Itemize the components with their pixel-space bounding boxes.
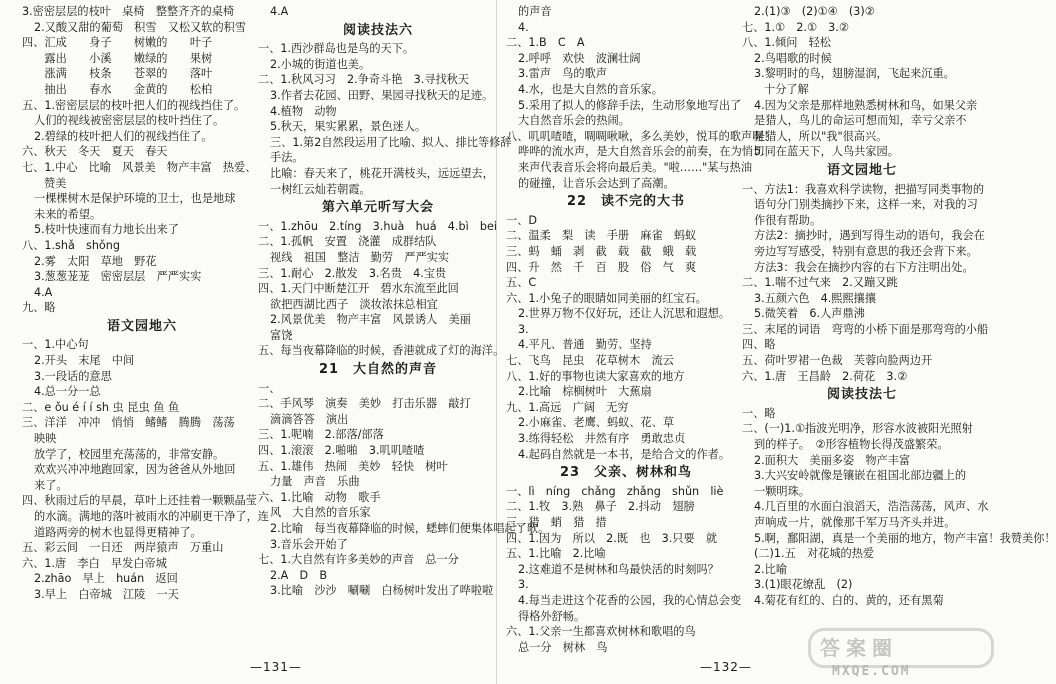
answer-line: 的水滴。满地的落叶被雨水的冲刷更干净了，连 (34, 510, 269, 523)
answer-line: 2.比喻 (754, 562, 855, 576)
answer-line: 三、末尾的词语 弯弯的小桥下面是那弯弯的小船 (742, 322, 989, 336)
answer-line: 作很有帮助。 (754, 213, 822, 227)
answer-line: 二、e ǒu é í í sh 虫 昆虫 鱼 鱼 (22, 400, 180, 414)
answer-line: 六、1.唐 李白 早发白帝城 (22, 556, 167, 570)
answer-line: 2.比喻 棕榈树叶 大蕉扇 (518, 385, 652, 399)
answer-line: 2.小麻雀、老鹰、蚂蚁、花、草 (518, 416, 675, 430)
answer-line: 五、每当夜幕降临的时候，香港就成了灯的海洋。 (258, 344, 505, 358)
answer-line: 一、略 (742, 406, 776, 420)
answer-line: 抽出 春水 金黄的 松柏 (22, 82, 213, 96)
watermark (802, 628, 992, 680)
answer-line: 3.比喻 沙沙 唰唰 白杨树叶发出了哗啦啦 (270, 584, 494, 598)
answer-line: 旁边写写感受，特别有意思的我还会背下来。 (754, 244, 978, 258)
answer-line: 八、1.shǎ shǒng (22, 238, 120, 252)
answer-line: 风 大自然的音乐家 (270, 506, 371, 520)
page-number-right: —132— (700, 660, 752, 674)
answer-line: 4.A (270, 5, 289, 18)
answer-line: 一、D (506, 213, 537, 227)
answer-line: 语句分门别类摘抄下来，这样一来，对我的习 (754, 198, 978, 212)
answer-line: 比喻：春天来了，桃花开满枝头，远远望去， (270, 166, 494, 180)
answer-line: 二、(一)1.①指波光明净，形容水波被阳光照射 (742, 422, 973, 436)
answer-line: 二、1.牧 3.熟 鼻子 2.抖动 翅膀 (506, 500, 695, 514)
answer-line: 5.微笑着 6.人声鼎沸 (754, 307, 865, 321)
answer-line: 三、1.呢喃 2.部落/部落 (258, 428, 384, 442)
answer-line: 三、洋洋 冲冲 悄悄 鳍鳍 腾腾 荡荡 (22, 416, 235, 430)
answer-line: 七、1.中心 比喻 风景美 物产丰富 热爱、 (22, 160, 257, 174)
answer-line: 七、飞鸟 昆虫 花草树木 流云 (506, 354, 674, 368)
answer-line: 富饶 (270, 328, 293, 342)
answer-line: 十分了解 (764, 82, 809, 96)
answer-line: 一棵棵树木是保护环境的卫士，也是地球 (34, 192, 236, 206)
answer-line: 4. (518, 20, 596, 34)
answer-line: 露出 小溪 嫩绿的 果树 (22, 51, 213, 65)
answer-line: 3.音乐会开始了 (270, 537, 348, 551)
answer-line: 五、彩云间 一日还 两岸猿声 万重山 (22, 541, 224, 555)
answer-line: 未来的希望。 (34, 207, 102, 221)
answer-line: 六、1.唐 王昌龄 2.荷花 3.② (742, 369, 908, 383)
answer-line: 2.又酸又甜的葡萄 积雪 又松又软的积雪 (34, 20, 247, 34)
page-number-left: —131— (250, 660, 302, 674)
answer-line: 2.比喻 每当夜幕降临的时候，蟋蟀们便集体唱起了歌。 (270, 522, 550, 535)
answer-line: 4.因为父亲是那样地熟悉树林和鸟，如果父亲 (754, 98, 978, 112)
column-4 (742, 4, 1056, 652)
answer-line: 六、1.比喻 动物 歌手 (258, 490, 381, 504)
answer-line: 3.早上 白帝城 江陵 一天 (34, 587, 179, 601)
answer-line: 2.碧绿的枝叶把人们的视线挡住了。 (34, 129, 213, 143)
answer-line: 到的样子。 ②形容植物长得茂盛繁荣。 (754, 438, 949, 452)
answer-line: 九、1.高远 广阔 无穷 (506, 400, 629, 414)
answer-line: 四、升 然 千 百 股 俗 气 爽 (506, 260, 697, 274)
answer-line: 2.开头 末尾 中间 (34, 354, 135, 368)
answer-line: 是猎人，鸟儿的命运可想而知，幸亏父亲不 (754, 114, 967, 128)
answer-line: 4.每当走进这个花香的公园，我的心情总会变 (518, 593, 742, 607)
answer-line: 哗哗的流水声，是大自然音乐会的前奏，在为悄切 (518, 145, 765, 159)
answer-line: 三、猎 蛸 猎 措 (506, 516, 607, 529)
answer-line: 三、1.第2自然段运用了比喻、拟人、排比等修辞 (270, 135, 512, 149)
answer-line: 五、1.比喻 2.比喻 (506, 547, 606, 561)
answer-line: 是猎人，所以"我"很高兴。 (754, 129, 888, 143)
answer-line: 一、lì níng chǎng zhǎng shǔn liè (506, 484, 724, 498)
answer-line: 5.采用了拟人的修辞手法，生动形象地写出了 (518, 98, 742, 112)
answer-line: 2.A D B (270, 568, 327, 582)
answer-line: 声响成一片，就像那千军万马齐头并进。 (754, 516, 956, 529)
answer-line: 3.(1)眼花缭乱 (2) (754, 578, 853, 592)
watermark-text: 答案圈 (820, 636, 898, 660)
section-heading: 阅读技法六 (342, 22, 413, 38)
answer-line: 七、1.大自然有许多美妙的声音 总一分 (258, 553, 459, 567)
answer-line: 3.一段话的意思 (34, 369, 112, 383)
answer-line: 六、秋天 冬天 夏天 春天 (22, 145, 168, 159)
answer-line: 一、1.zhōu 2.tíng 3.huà huá 4.bì bei (258, 219, 497, 233)
answer-line: 3.黎明时的鸟，翅膀湿润，飞起来沉重。 (754, 67, 955, 81)
answer-line: 5.秋天，果实累累，景色迷人。 (270, 120, 427, 134)
answer-line: 一、方法1：我喜欢科学读物，把描写同类事物的 (742, 182, 985, 196)
section-heading: 阅读技法七 (826, 387, 897, 403)
answer-line: 四、1.因为 所以 2.既 也 3.只要 就 (506, 531, 718, 545)
answer-line: 手法。 (270, 151, 304, 165)
answer-line: 2.小城的街道也美。 (270, 57, 371, 71)
answer-line: 2.世界万物不仅好玩，还让人沉思和遐想。 (518, 307, 731, 321)
answer-line: 一树红云灿若朝霞。 (270, 182, 371, 196)
answer-line: 3. (518, 322, 596, 336)
answer-line: 3.大兴安岭就像是镶嵌在祖国北部边疆上的 (754, 469, 967, 483)
section-heading: 语文园地六 (106, 318, 177, 334)
answer-line: 二、1.B C A (506, 36, 585, 50)
answer-line: 欲把西湖比西子 淡妆浓抹总相宜 (270, 297, 438, 311)
answer-line: 涨满 枝条 苍翠的 落叶 (22, 67, 213, 81)
answer-line: 二、手风琴 演奏 美妙 打击乐器 敲打 (258, 397, 471, 411)
answer-line: 4.平凡、普通 勤劳、坚持 (518, 338, 652, 352)
answer-line: 滴滴答答 演出 (270, 412, 349, 426)
answer-line: 四、1.天门中断楚江开 碧水东流至此回 (258, 282, 459, 296)
answer-line: 4.起码自然就是一本书，是给合文的作者。 (518, 447, 731, 461)
section-heading: 23 父亲、树林和鸟 (559, 465, 693, 481)
answer-line: 二、1.秋风习习 2.争奇斗艳 3.寻找秋天 (258, 73, 470, 87)
answer-line: (二)1.五 对花城的热爱 (754, 547, 875, 561)
answer-line: 二、1.孤帆 安置 浇灌 成群结队 (258, 235, 437, 249)
answer-line: 人们的视线被密密层层的枝叶挡住了。 (34, 114, 225, 128)
answer-line: 放学了，校园里充荡荡的，非常安静。 (34, 447, 225, 461)
answer-line: 方法3：我会在摘抄内容的右下方注明出处。 (754, 260, 974, 274)
watermark-url: MXQE.COM (832, 664, 911, 679)
answer-line: 2.zhāo 早上 huán 返回 (34, 572, 178, 586)
section-heading: 语文园地七 (826, 162, 897, 178)
answer-line: 总一分 树林 鸟 (518, 640, 608, 654)
answer-line: 视线 祖国 整洁 勤劳 严严实实 (270, 250, 450, 264)
answer-line: 一颗明珠。 (754, 484, 810, 498)
answer-line: 六、1.小兔子的眼睛如同美丽的红宝石。 (506, 291, 707, 305)
answer-line: 大自然音乐会的热闹。 (518, 114, 630, 128)
section-heading: 21 大自然的声音 (318, 362, 438, 378)
answer-line: 二、1.喘不过气来 2.又蹦又跳 (742, 276, 898, 290)
answer-line: 四、1.滚滚 2.啪啪 3.叽叽喳喳 (258, 444, 425, 458)
answer-line: 3.雷声 鸟的歌声 (518, 67, 607, 81)
answer-line: 4.植物 动物 (270, 104, 337, 118)
answer-line: 4.水，也是大自然的音乐家。 (518, 82, 663, 96)
answer-line: 四、秋雨过后的早晨，草叶上还挂着一颗颗晶莹 (22, 494, 257, 508)
answer-line: 方法2：摘抄时，遇到写得生动的语句，我会在 (754, 229, 985, 243)
answer-line: 2.雾 太阳 草地 野花 (34, 254, 157, 268)
section-heading: 第六单元听写大会 (321, 200, 434, 216)
column-1 (22, 4, 269, 652)
answer-line: 欢欢兴冲冲地跑回家，因为爸爸从外地回 (34, 463, 236, 477)
answer-line: 七、1.① 2.① 3.② (742, 20, 849, 34)
answer-line: 3.五颜六色 4.熙熙攘攘 (754, 291, 877, 305)
answer-line: 2.这难道不是树林和鸟最快活的时刻吗？ (518, 562, 719, 576)
answer-line: 八、叽叽喳喳，啁啁啾啾，多么美妙，悦耳的歌声啊！ (506, 129, 775, 143)
answer-line: 来了。 (34, 478, 68, 492)
answer-line: 赞美 (44, 176, 67, 190)
answer-line: 3. (518, 578, 596, 592)
answer-line: 四、略 (742, 338, 776, 352)
answer-line: 九、略 (22, 301, 56, 315)
answer-line: 的碰撞，让音乐会达到了高潮。 (518, 176, 675, 190)
answer-line: 一、1.西沙群岛也是鸟的天下。 (258, 42, 415, 56)
answer-line: 3.练得轻松 井然有序 勇敢忠贞 (518, 432, 686, 446)
answer-line: 4.几百里的水面白浪滔天，浩浩荡荡，风声、水 (754, 500, 989, 514)
answer-line: 2.(1)③ (2)①④ (3)② (754, 5, 875, 18)
answer-line: 五、1.密密层层的枝叶把人们的视线挡住了。 (22, 98, 246, 112)
answer-line: 2.风景优美 物产丰富 风景诱人 美丽 (270, 313, 471, 327)
answer-line: 来声代表音乐会将向最后美。"啦……"某与热油 (518, 160, 753, 174)
answer-line: 一、 (258, 381, 342, 395)
answer-line: 五、荷叶罗裙一色裁 芙蓉向脸两边开 (742, 354, 933, 368)
answer-line: 4.总一分一总 (34, 385, 101, 399)
answer-line: 一、1.中心句 (22, 338, 89, 352)
answer-line: 5.同在蓝天下，人鸟共家园。 (754, 145, 899, 159)
answer-line: 八、1.倾问 轻松 (742, 36, 831, 50)
answer-line: 2.鸟唱歌的时候 (754, 51, 832, 65)
section-heading: 22 读不完的大书 (566, 194, 686, 210)
answer-line: 得格外舒畅。 (518, 609, 586, 623)
answer-line: 3.作者去花园、田野、果园寻找秋天的足迹。 (270, 88, 494, 102)
answer-line: 2.呼呼 欢快 波澜壮阔 (518, 51, 641, 65)
answer-line: 道路两旁的树木也显得更精神了。 (34, 525, 202, 539)
answer-line: 八、1.好的事物也读大家喜欢的地方 (506, 369, 685, 383)
answer-line: 映映 (34, 432, 57, 446)
answer-line: 二、温柔 梨 读 手册 麻雀 蚂蚁 (506, 229, 697, 243)
answer-line: 3.葱葱茏茏 密密层层 严严实实 (34, 270, 202, 284)
answer-line: 四、汇成 身子 树嫩的 叶子 (22, 36, 213, 50)
answer-line: 4.菊花有红的、白的、黄的，还有黑菊 (754, 593, 944, 607)
answer-line: 2.面积大 美丽多姿 物产丰富 (754, 453, 911, 467)
answer-line: 五、C (506, 276, 537, 290)
answer-line: 5.啊，鄱阳湖，真是一个美丽的地方，物产丰富！我赞美你！ (754, 531, 1056, 545)
answer-line: 三、1.耐心 2.散发 3.名贵 4.宝贵 (258, 266, 447, 280)
answer-line: 三、蚂 蛹 剥 截 载 截 蛾 载 (506, 244, 697, 258)
answer-line: 五、1.雄伟 热闹 美妙 轻快 树叶 (258, 459, 448, 473)
answer-line: 的声音 (518, 5, 552, 18)
answer-line: 4.A (34, 285, 53, 299)
answer-line: 力量 声音 乐曲 (270, 475, 360, 489)
answer-line: 5.枝叶快速而有力地长出来了 (34, 223, 179, 237)
answer-line: 六、1.父亲一生都喜欢树林和歌唱的鸟 (506, 625, 696, 639)
answer-line: 3.密密层层的枝叶 桌椅 整整齐齐的桌椅 (22, 5, 235, 18)
